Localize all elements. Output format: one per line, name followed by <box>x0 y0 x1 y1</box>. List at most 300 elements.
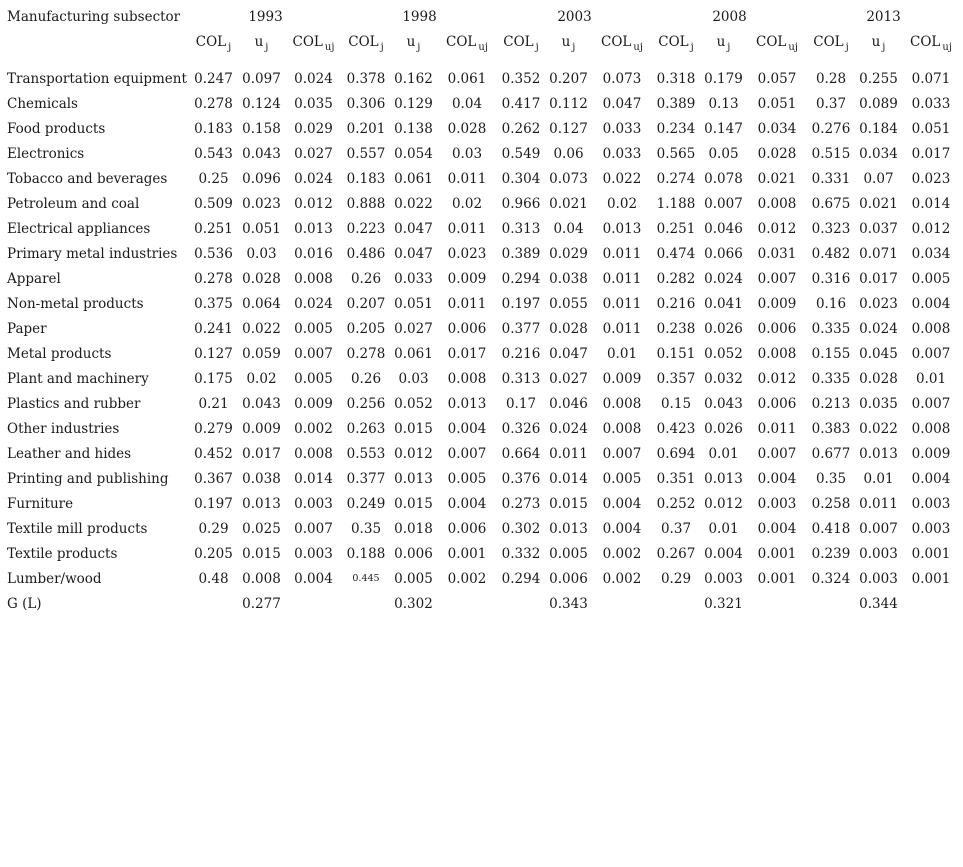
sub-column-header <box>189 29 238 66</box>
sub-column-subscript: uj <box>324 42 335 53</box>
subsector-name: Furniture <box>7 495 74 512</box>
value-cell: 0.258 <box>811 495 851 512</box>
value-cell: 0.445 <box>352 573 380 584</box>
table-row <box>3 166 960 191</box>
value-cell: 0.028 <box>859 370 898 387</box>
subsector-name: Primary metal industries <box>7 245 178 262</box>
sub-column-base: COL <box>658 34 689 50</box>
value-cell: 0.017 <box>859 270 898 287</box>
value-cell: 0.03 <box>398 370 429 387</box>
sub-column-subscript: uj <box>942 42 952 53</box>
value-cell: 0.017 <box>242 445 281 462</box>
value-cell: 0.509 <box>194 195 233 212</box>
year-label: 2003 <box>557 9 592 25</box>
value-cell: 0.014 <box>549 470 588 487</box>
value-cell: 0.375 <box>194 295 233 312</box>
value-cell: 0.162 <box>394 70 433 87</box>
value-cell: 0.073 <box>602 70 642 87</box>
g-l-label: G (L) <box>7 595 42 612</box>
year-header <box>342 5 497 29</box>
value-cell: 0.15 <box>660 395 692 412</box>
value-cell: 0.003 <box>294 495 333 512</box>
value-cell: 0.032 <box>704 370 743 387</box>
value-cell: 0.007 <box>294 520 333 537</box>
value-cell: 0.012 <box>394 445 433 462</box>
value-cell: 0.004 <box>757 470 797 487</box>
sub-column-header <box>497 29 545 66</box>
value-cell: 0.138 <box>394 120 433 137</box>
value-cell: 0.051 <box>757 95 797 112</box>
value-cell: 0.041 <box>704 295 743 312</box>
value-cell: 0.267 <box>656 545 696 562</box>
sub-column-base: COL <box>813 34 844 50</box>
value-cell: 0.054 <box>394 145 433 162</box>
value-cell: 0.017 <box>447 345 487 362</box>
sub-column-header <box>902 29 960 66</box>
value-cell: 0.043 <box>242 395 281 412</box>
g-l-value <box>437 591 497 616</box>
g-l-value <box>902 591 960 616</box>
value-cell: 0.694 <box>656 445 696 462</box>
value-cell: 0.026 <box>704 320 743 337</box>
value-cell: 0.007 <box>757 270 797 287</box>
value-cell: 0.024 <box>859 320 898 337</box>
sub-column-base: u <box>406 34 416 50</box>
value-cell: 0.011 <box>447 220 487 237</box>
value-cell: 0.216 <box>656 295 696 312</box>
g-l-value <box>342 591 390 616</box>
table-row <box>3 116 960 141</box>
value-cell: 0.04 <box>553 220 584 237</box>
sub-column-subscript: j <box>417 42 421 53</box>
value-cell: 0.029 <box>294 120 333 137</box>
value-cell: 0.124 <box>242 95 281 112</box>
value-cell: 0.129 <box>394 95 433 112</box>
value-cell: 0.006 <box>394 545 433 562</box>
value-cell: 0.027 <box>394 320 433 337</box>
value-cell: 0.012 <box>757 220 797 237</box>
value-cell: 0.035 <box>294 95 333 112</box>
subsector-name: Food products <box>7 120 106 137</box>
value-cell: 0.001 <box>757 570 797 587</box>
sub-column-base: u <box>254 34 264 50</box>
value-cell: 0.013 <box>242 495 281 512</box>
value-cell: 0.001 <box>447 545 487 562</box>
value-cell: 0.313 <box>501 370 541 387</box>
subsector-table <box>3 5 960 616</box>
value-cell: 0.009 <box>294 395 333 412</box>
value-cell: 0.023 <box>859 295 898 312</box>
first-column-header: Manufacturing subsector <box>7 9 181 25</box>
sub-column-header <box>652 29 700 66</box>
value-cell: 0.051 <box>394 295 433 312</box>
value-cell: 0.015 <box>394 420 433 437</box>
value-cell: 0.008 <box>242 570 281 587</box>
value-cell: 0.047 <box>394 220 433 237</box>
value-cell: 0.008 <box>602 395 642 412</box>
value-cell: 0.302 <box>501 520 541 537</box>
sub-column-header <box>700 29 747 66</box>
value-cell: 0.078 <box>704 170 743 187</box>
value-cell: 0.318 <box>656 70 696 87</box>
value-cell: 0.273 <box>501 495 541 512</box>
sub-column-base: COL <box>348 34 379 50</box>
sub-column-header <box>437 29 497 66</box>
value-cell: 0.014 <box>294 470 333 487</box>
year-header <box>652 5 807 29</box>
table-row <box>3 316 960 341</box>
value-cell: 0.033 <box>602 145 642 162</box>
value-cell: 0.011 <box>757 420 797 437</box>
value-cell: 0.018 <box>394 520 433 537</box>
value-cell: 0.012 <box>911 220 951 237</box>
value-cell: 0.888 <box>346 195 386 212</box>
table-row <box>3 266 960 291</box>
value-cell: 0.012 <box>704 495 743 512</box>
value-cell: 0.012 <box>294 195 333 212</box>
value-cell: 0.059 <box>242 345 281 362</box>
table-row <box>3 516 960 541</box>
table-header <box>3 5 960 66</box>
value-cell: 0.247 <box>194 70 233 87</box>
value-cell: 0.313 <box>501 220 541 237</box>
empty-header-cell <box>3 29 189 66</box>
value-cell: 0.04 <box>451 95 483 112</box>
value-cell: 0.239 <box>811 545 851 562</box>
value-cell: 0.002 <box>602 545 642 562</box>
value-cell: 0.306 <box>346 95 386 112</box>
subsector-name: Petroleum and coal <box>7 195 140 212</box>
value-cell: 0.01 <box>708 445 739 462</box>
value-cell: 0.006 <box>757 395 797 412</box>
value-cell: 0.051 <box>242 220 281 237</box>
value-cell: 0.005 <box>602 470 642 487</box>
value-cell: 0.279 <box>194 420 233 437</box>
value-cell: 0.015 <box>549 495 588 512</box>
value-cell: 0.043 <box>242 145 281 162</box>
value-cell: 0.061 <box>394 170 433 187</box>
value-cell: 0.179 <box>704 70 743 87</box>
table-row <box>3 391 960 416</box>
sub-column-subscript: uj <box>788 42 798 53</box>
value-cell: 0.024 <box>549 420 588 437</box>
table-row <box>3 66 960 91</box>
value-cell: 0.183 <box>346 170 386 187</box>
value-cell: 0.03 <box>246 245 277 262</box>
value-cell: 0.071 <box>859 245 898 262</box>
sub-column-base: u <box>716 34 726 50</box>
year-label: 2013 <box>866 9 901 25</box>
value-cell: 0.055 <box>549 295 588 312</box>
value-cell: 0.158 <box>242 120 281 137</box>
value-cell: 0.031 <box>757 245 797 262</box>
sub-column-header <box>592 29 652 66</box>
value-cell: 0.238 <box>656 320 696 337</box>
value-cell: 0.021 <box>549 195 588 212</box>
value-cell: 0.007 <box>447 445 487 462</box>
value-cell: 0.21 <box>198 395 229 412</box>
g-l-value <box>652 591 700 616</box>
value-cell: 0.008 <box>294 445 333 462</box>
value-cell: 0.028 <box>549 320 588 337</box>
value-cell: 0.005 <box>394 570 433 587</box>
value-cell: 0.383 <box>811 420 851 437</box>
value-cell: 0.022 <box>394 195 433 212</box>
table-row <box>3 91 960 116</box>
table-row <box>3 416 960 441</box>
value-cell: 0.417 <box>501 95 541 112</box>
value-cell: 0.014 <box>911 195 951 212</box>
subsector-name: Paper <box>7 320 47 337</box>
value-cell: 0.089 <box>859 95 898 112</box>
value-cell: 0.207 <box>549 70 588 87</box>
table-row <box>3 216 960 241</box>
value-cell: 0.034 <box>859 145 898 162</box>
value-cell: 0.008 <box>911 420 951 437</box>
value-cell: 0.006 <box>447 520 487 537</box>
subsector-name: Tobacco and beverages <box>7 170 168 187</box>
value-cell: 0.377 <box>501 320 541 337</box>
value-cell: 0.127 <box>194 345 233 362</box>
year-label: 2008 <box>712 9 747 25</box>
value-cell: 0.274 <box>656 170 696 187</box>
sub-column-header <box>342 29 390 66</box>
value-cell: 0.006 <box>757 320 797 337</box>
g-l-value: 0.344 <box>859 595 898 612</box>
table-row <box>3 466 960 491</box>
value-cell: 0.37 <box>660 520 692 537</box>
value-cell: 0.017 <box>911 145 951 162</box>
value-cell: 0.335 <box>811 370 851 387</box>
value-cell: 0.009 <box>447 270 487 287</box>
sub-column-header <box>807 29 855 66</box>
value-cell: 0.183 <box>194 120 233 137</box>
value-cell: 0.482 <box>811 245 851 262</box>
subsector-name: Plant and machinery <box>7 370 149 387</box>
value-cell: 0.452 <box>194 445 233 462</box>
value-cell: 0.007 <box>294 345 333 362</box>
value-cell: 0.047 <box>602 95 642 112</box>
value-cell: 0.021 <box>757 170 797 187</box>
value-cell: 0.027 <box>549 370 588 387</box>
sub-column-header <box>238 29 285 66</box>
value-cell: 0.003 <box>704 570 743 587</box>
value-cell: 0.007 <box>757 445 797 462</box>
value-cell: 0.012 <box>757 370 797 387</box>
value-cell: 0.966 <box>501 195 541 212</box>
value-cell: 0.35 <box>815 470 847 487</box>
value-cell: 0.367 <box>194 470 233 487</box>
year-label: 1993 <box>248 9 283 25</box>
value-cell: 0.013 <box>859 445 898 462</box>
value-cell: 0.377 <box>346 470 386 487</box>
value-cell: 0.223 <box>346 220 386 237</box>
value-cell: 0.01 <box>863 470 894 487</box>
value-cell: 0.188 <box>346 545 386 562</box>
value-cell: 0.418 <box>811 520 851 537</box>
subsector-name: Plastics and rubber <box>7 395 141 412</box>
table-row <box>3 191 960 216</box>
value-cell: 0.003 <box>859 545 898 562</box>
sub-column-header <box>390 29 437 66</box>
value-cell: 0.007 <box>704 195 743 212</box>
value-cell: 0.021 <box>859 195 898 212</box>
value-cell: 0.027 <box>294 145 333 162</box>
value-cell: 0.051 <box>911 120 951 137</box>
value-cell: 0.008 <box>602 420 642 437</box>
subsector-name: Textile mill products <box>7 520 148 537</box>
value-cell: 0.011 <box>859 495 898 512</box>
table-row <box>3 141 960 166</box>
value-cell: 0.26 <box>350 270 382 287</box>
sub-column-base: u <box>561 34 571 50</box>
value-cell: 0.07 <box>863 170 894 187</box>
value-cell: 0.16 <box>815 295 847 312</box>
value-cell: 0.278 <box>346 345 386 362</box>
value-cell: 0.294 <box>501 570 541 587</box>
value-cell: 0.009 <box>242 420 281 437</box>
value-cell: 0.241 <box>194 320 233 337</box>
value-cell: 0.023 <box>911 170 951 187</box>
sub-column-subscript: uj <box>633 42 643 53</box>
subsector-name: Lumber/wood <box>7 570 102 587</box>
subsector-name: Leather and hides <box>7 445 132 462</box>
value-cell: 0.013 <box>294 220 333 237</box>
sub-column-base: COL <box>292 34 323 50</box>
sub-column-subscript: j <box>535 42 539 53</box>
value-cell: 0.007 <box>859 520 898 537</box>
value-cell: 0.255 <box>859 70 898 87</box>
value-cell: 0.013 <box>704 470 743 487</box>
value-cell: 0.003 <box>911 495 951 512</box>
value-cell: 0.677 <box>811 445 851 462</box>
sub-column-subscript: j <box>882 42 886 53</box>
sub-column-base: u <box>871 34 881 50</box>
value-cell: 0.389 <box>656 95 696 112</box>
value-cell: 0.026 <box>704 420 743 437</box>
value-cell: 0.052 <box>394 395 433 412</box>
value-cell: 0.197 <box>501 295 541 312</box>
value-cell: 0.553 <box>346 445 386 462</box>
value-cell: 0.066 <box>704 245 743 262</box>
table-row <box>3 241 960 266</box>
value-cell: 0.004 <box>911 295 951 312</box>
value-cell: 0.184 <box>859 120 898 137</box>
value-cell: 0.013 <box>549 520 588 537</box>
value-cell: 0.003 <box>859 570 898 587</box>
value-cell: 0.335 <box>811 320 851 337</box>
g-l-row <box>3 591 960 616</box>
value-cell: 0.013 <box>394 470 433 487</box>
value-cell: 0.029 <box>549 245 588 262</box>
subsector-name: Electronics <box>7 145 85 162</box>
value-cell: 0.675 <box>811 195 851 212</box>
sub-column-base: COL <box>503 34 534 50</box>
value-cell: 0.011 <box>602 295 642 312</box>
subsector-name: Metal products <box>7 345 112 362</box>
value-cell: 0.262 <box>501 120 541 137</box>
value-cell: 0.543 <box>194 145 233 162</box>
value-cell: 0.155 <box>811 345 851 362</box>
value-cell: 0.474 <box>656 245 696 262</box>
sub-column-header <box>545 29 592 66</box>
table-row <box>3 441 960 466</box>
value-cell: 0.015 <box>242 545 281 562</box>
value-cell: 0.002 <box>447 570 487 587</box>
value-cell: 0.028 <box>242 270 281 287</box>
sub-column-base: COL <box>910 34 941 50</box>
sub-column-subscript: j <box>845 42 849 53</box>
subsector-name: Apparel <box>7 270 61 287</box>
value-cell: 0.357 <box>656 370 696 387</box>
value-cell: 0.007 <box>911 395 951 412</box>
value-cell: 0.263 <box>346 420 386 437</box>
g-l-value: 0.302 <box>394 595 433 612</box>
value-cell: 0.013 <box>447 395 487 412</box>
table-row <box>3 341 960 366</box>
value-cell: 0.02 <box>606 195 638 212</box>
value-cell: 0.047 <box>549 345 588 362</box>
g-l-value: 0.321 <box>704 595 743 612</box>
value-cell: 0.01 <box>606 345 638 362</box>
value-cell: 0.352 <box>501 70 541 87</box>
value-cell: 0.251 <box>194 220 233 237</box>
value-cell: 0.35 <box>350 520 382 537</box>
value-cell: 0.205 <box>194 545 233 562</box>
value-cell: 0.02 <box>451 195 483 212</box>
subsector-name: Other industries <box>7 420 120 437</box>
value-cell: 0.011 <box>602 245 642 262</box>
sub-column-header <box>285 29 342 66</box>
sub-column-subscript: uj <box>478 42 488 53</box>
value-cell: 0.278 <box>194 270 233 287</box>
value-cell: 0.022 <box>242 320 281 337</box>
value-cell: 0.557 <box>346 145 386 162</box>
value-cell: 0.06 <box>553 145 584 162</box>
year-header <box>807 5 960 29</box>
value-cell: 0.028 <box>447 120 487 137</box>
value-cell: 0.022 <box>602 170 642 187</box>
g-l-value <box>747 591 807 616</box>
value-cell: 0.25 <box>198 170 229 187</box>
value-cell: 0.024 <box>294 70 333 87</box>
value-cell: 0.047 <box>394 245 433 262</box>
value-cell: 0.05 <box>708 145 739 162</box>
sub-column-header <box>855 29 902 66</box>
value-cell: 0.023 <box>447 245 487 262</box>
value-cell: 0.008 <box>757 195 797 212</box>
value-cell: 0.008 <box>911 320 951 337</box>
value-cell: 0.038 <box>549 270 588 287</box>
value-cell: 0.064 <box>242 295 281 312</box>
value-cell: 0.304 <box>501 170 541 187</box>
value-cell: 0.378 <box>346 70 386 87</box>
value-cell: 0.011 <box>447 295 487 312</box>
value-cell: 0.112 <box>549 95 588 112</box>
value-cell: 0.17 <box>505 395 537 412</box>
value-cell: 0.011 <box>602 270 642 287</box>
value-cell: 0.294 <box>501 270 541 287</box>
value-cell: 0.008 <box>757 345 797 362</box>
value-cell: 0.565 <box>656 145 696 162</box>
value-cell: 0.01 <box>708 520 739 537</box>
value-cell: 0.03 <box>451 145 483 162</box>
value-cell: 0.006 <box>447 320 487 337</box>
value-cell: 0.009 <box>757 295 797 312</box>
value-cell: 0.022 <box>859 420 898 437</box>
value-cell: 0.011 <box>602 320 642 337</box>
value-cell: 0.013 <box>602 220 642 237</box>
